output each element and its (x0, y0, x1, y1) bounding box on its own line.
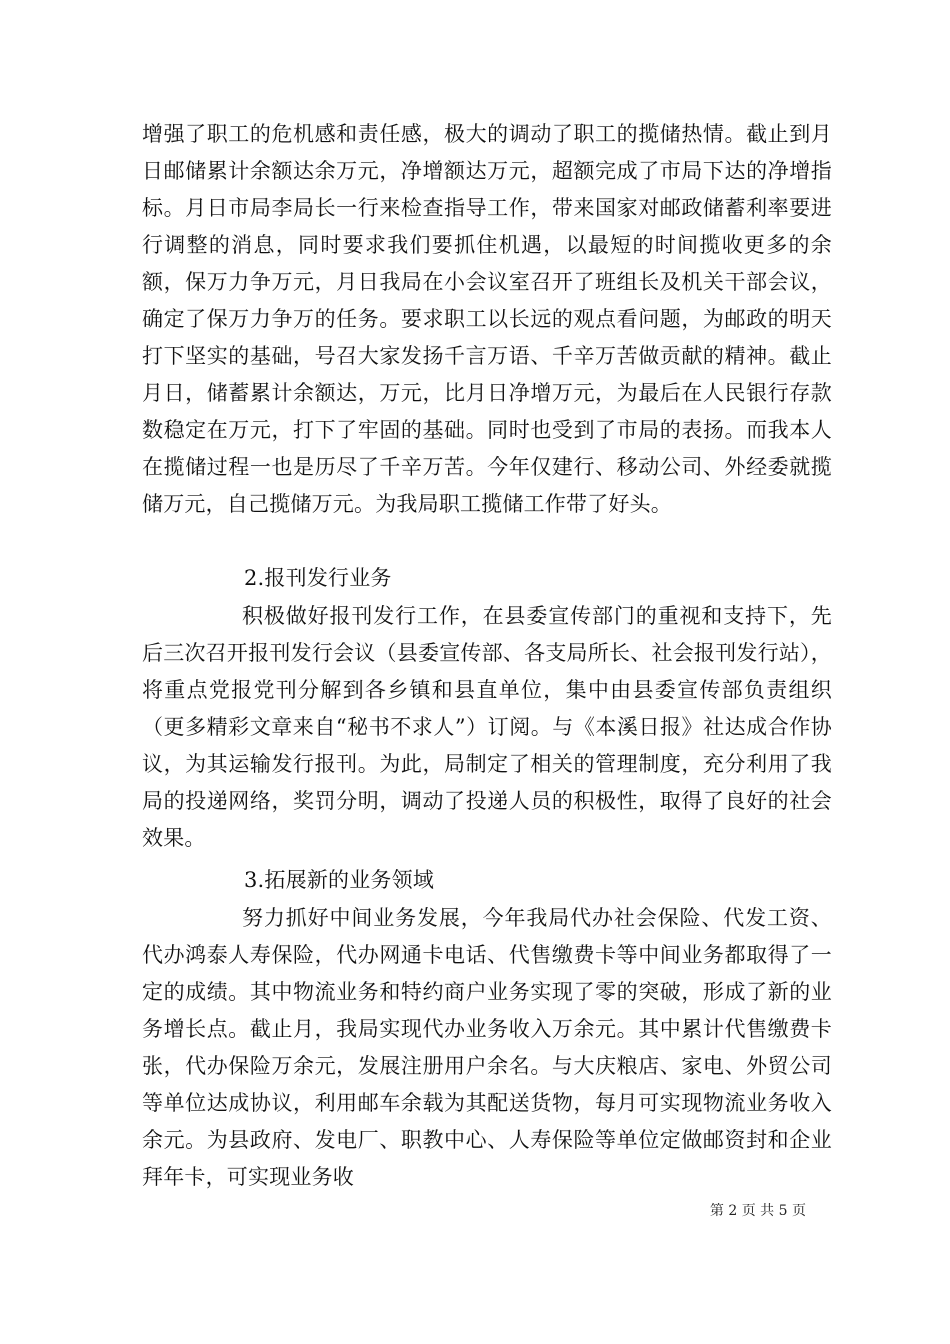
body-paragraph-2: 积极做好报刊发行工作，在县委宣传部门的重视和支持下，先后三次召开报刊发行会议（县委宣传部、各支局所长、社会报刊发行站），将重点党报党刊分解到各乡镇和县直单位，集中由县委宣传部负责组织（更多精彩文章来自“秘书不求人”）订阅。与《本溪日报》社达成合作协议，为其运输发行报刊。为此，局制定了相关的管理制度，充分利用了我局的投递网络，奖罚分明，调动了投递人员的积极性，取得了良好的社会效果。 (142, 604, 832, 850)
section-heading-2: 2.报刊发行业务 (244, 566, 392, 590)
page-number-footer: 第 2 页 共 5 页 (709, 1203, 806, 1219)
body-paragraph-3: 努力抓好中间业务发展，今年我局代办社会保险、代发工资、代办鸿泰人寿保险，代办网通卡电话、代售缴费卡等中间业务都取得了一定的成绩。其中物流业务和特约商户业务实现了零的突破，形成了新的业务增长点。截止月，我局实现代办业务收入万余元。其中累计代售缴费卡张，代办保险万余元，发展注册用户余名。与大庆粮店、家电、外贸公司等单位达成协议，利用邮车余载为其配送货物，每月可实现物流业务收入余元。为县政府、发电厂、职教中心、人寿保险等单位定做邮资封和企业拜年卡，可实现业务收 (142, 906, 832, 1189)
body-paragraph-1: 增强了职工的危机感和责任感，极大的调动了职工的揽储热情。截止到月日邮储累计余额达余万元，净增额达万元，超额完成了市局下达的净增指标。月日市局李局长一行来检查指导工作，带来国家对邮政储蓄利率要进行调整的消息，同时要求我们要抓住机遇，以最短的时间揽收更多的余额，保万力争万元，月日我局在小会议室召开了班组长及机关干部会议，确定了保万力争万的任务。要求职工以长远的观点看问题，为邮政的明天打下坚实的基础，号召大家发扬千言万语、千辛万苦做贡献的精神。截止月日，储蓄累计余额达，万元，比月日净增万元，为最后在人民银行存款数稳定在万元，打下了牢固的基础。同时也受到了市局的表扬。而我本人在揽储过程一也是历尽了千辛万苦。今年仅建行、移动公司、外经委就揽储万元，自己揽储万元。为我局职工揽储工作带了好头。 (142, 122, 832, 516)
section-heading-3: 3.拓展新的业务领域 (244, 868, 435, 892)
